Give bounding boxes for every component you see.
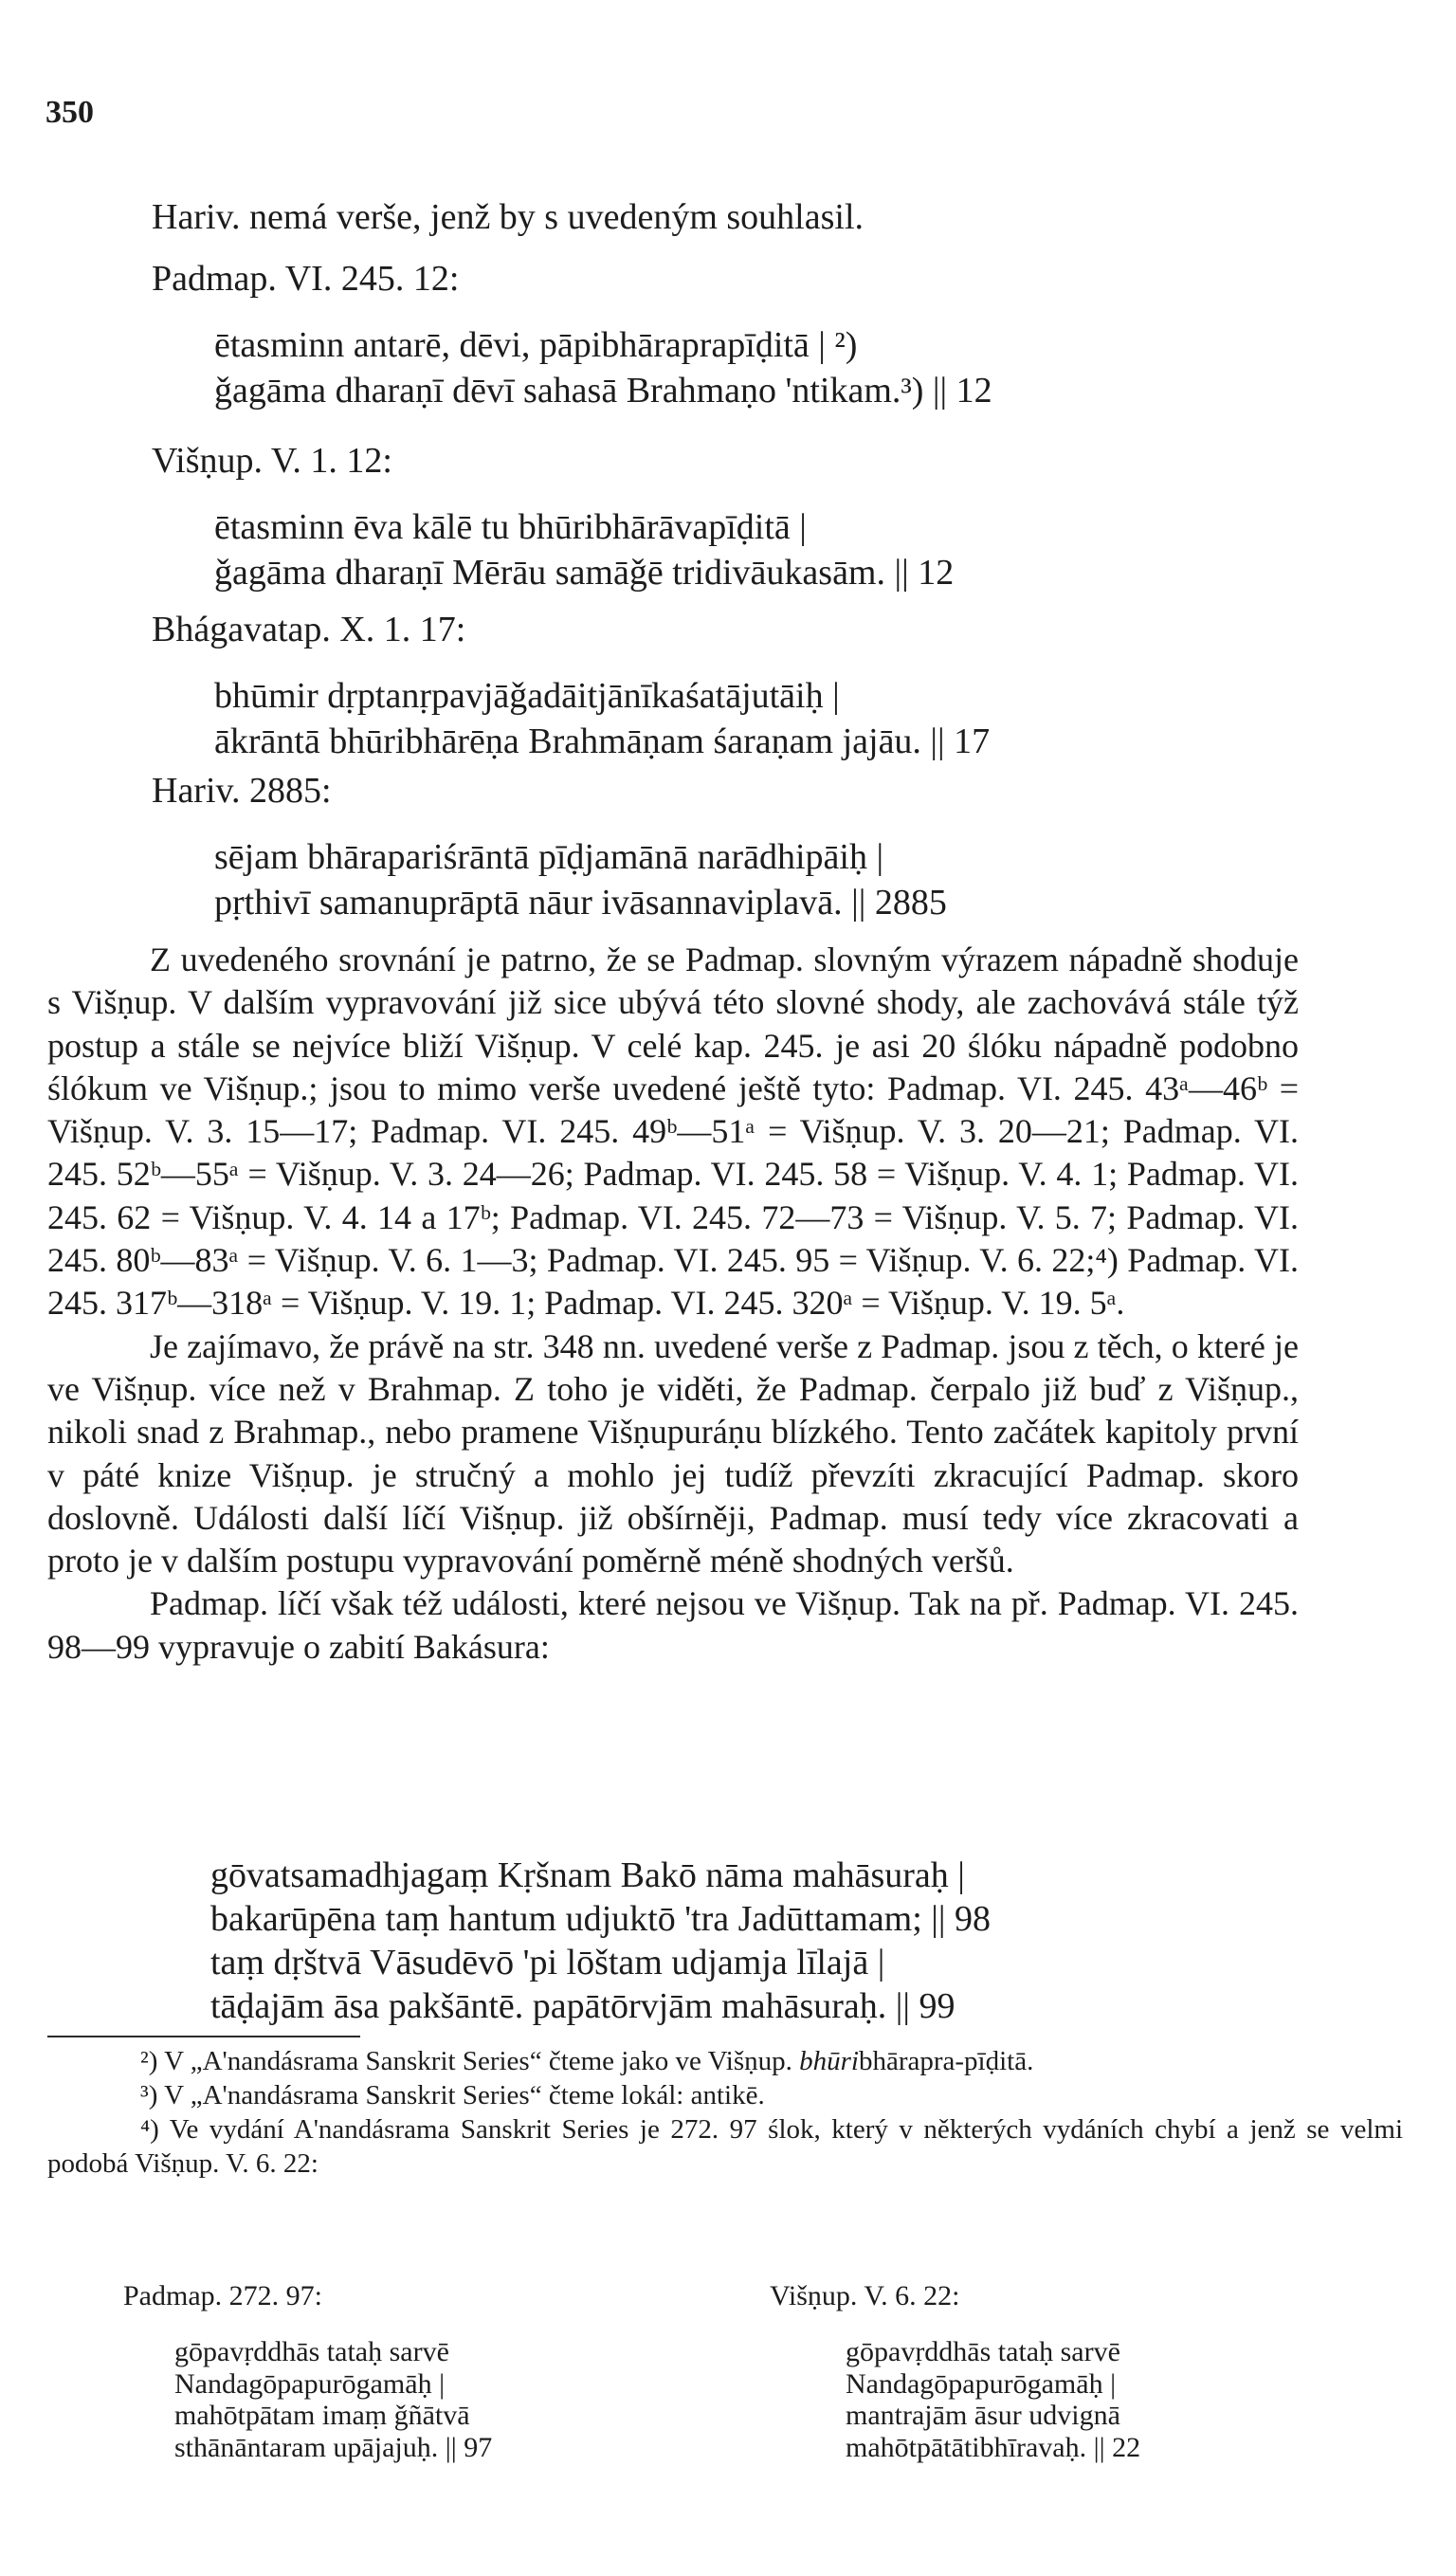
verse-line: sthānāntaram upājajuḥ. || 97 <box>174 2431 493 2463</box>
verse-line: ētasminn antarē, dēvi, pāpibhāraprapīḍitā | ²) <box>214 325 858 365</box>
quote-padmap <box>152 252 1318 413</box>
intro-line: Hariv. nemá verše, jenž by s uvedeným souhlasil. <box>152 197 864 237</box>
footnote-4: ⁴) Ve vydání A'nandásrama Sanskrit Series je 272. 97 ślok, který v některých vydáních chybí a jenž se velmi podobá Višṇup. V. 6. 22: <box>47 2114 1403 2179</box>
verse-bakasura <box>210 1854 991 2028</box>
quote-bhagavatap <box>152 603 1318 764</box>
verse-line: ākrāntā bhūribhārēṇa Brahmāṇam śaraṇam jajāu. || 17 <box>214 722 991 761</box>
footnotes <box>47 2044 1403 2181</box>
verse-line: Nandagōpapurōgamāḥ | <box>846 2367 1117 2400</box>
paragraph <box>47 939 1299 1325</box>
comparison-heading: Višṇup. V. 6. 22: <box>770 2280 960 2311</box>
comparison-verse <box>174 2336 492 2463</box>
quote-verse <box>214 504 1318 595</box>
quote-verse <box>214 834 1318 925</box>
quote-visnup <box>152 434 1318 595</box>
paragraph-text: Z uvedeného srovnání je patrno, že se Padmap. slovným výrazem nápadně shoduje s Višṇup. V dalším vypravování již sice ubývá této slovné shody, ale zachovává stále týž postup a stále se nejvíce bliží Višṇup. V celé kap. 245. je asi 20 ślóku nápadně podobno ślókum ve Višṇup.; jsou to mimo verše uvedené ještě tyto: Padmap. VI. 245. 43ᵃ—46ᵇ = Višṇup. V. 3. 15—17; Padmap. VI. 245. 49ᵇ—51ᵃ = Višṇup. V. 3. 20—21; Padmap. VI. 245. 52ᵇ—55ᵃ = Višṇup. V. 3. 24—26; Padmap. VI. 245. 58 = Višṇup. V. 4. 1; Padmap. VI. 245. 62 = Višṇup. V. 4. 14 a 17ᵇ; Padmap. VI. 245. 72—73 = Višṇup. V. 5. 7; Padmap. VI. 245. 80ᵇ—83ᵃ = Višṇup. V. 6. 1—3; Padmap. VI. 245. 95 = Višṇup. V. 6. 22; <box>47 941 1299 1280</box>
verse-line: gōpavṛddhās tataḥ sarvē <box>174 2336 449 2367</box>
verse-line: mantrajām āsur udvignā <box>846 2400 1120 2431</box>
verse-line: tāḍajām āsa pakšāntē. papātōrvjām mahāsuraḥ. || 99 <box>210 1986 956 2026</box>
comparison-right <box>770 2277 1140 2463</box>
paragraph: Je zajímavo, že právě na str. 348 nn. uvedené verše z Padmap. jsou z těch, o které je ve Višṇup. více než v Brahmap. Z toho je viděti, že Padmap. čerpalo již buď z Višṇup., nikoli snad z Brahmap., nebo pramene Višṇupuráṇu blízkého. Tento začátek kapitoly první v páté knize Višṇup. je stručný a mohlo jej tudíž převzíti zkracující Padmap. skoro doslovně. Události další líčí Višṇup. již obšírněji, Padmap. musí tedy více zkracovati a proto je v dalším postupu vypravování poměrně méně shodných veršů. <box>47 1326 1299 1580</box>
body-text <box>47 939 1299 1669</box>
footnote-3: ³) V „A'nandásrama Sanskrit Series“ čteme lokál: antikē. <box>140 2080 765 2110</box>
quote-source: Hariv. 2885: <box>152 771 332 811</box>
quote-source: Padmap. VI. 245. 12: <box>152 259 460 299</box>
verse-line: pṛthivī samanuprāptā nāur ivāsannaviplavā. || 2885 <box>214 883 947 923</box>
footnote-text: ²) V „A'nandásrama Sanskrit Series“ čteme jako ve Višṇup. <box>140 2046 800 2076</box>
verse-line: bhūmir dṛptanṛpavjāǧadāitjānīkaśatājutāiḥ | <box>214 676 840 716</box>
quote-hariv <box>152 764 1318 925</box>
quote-source: Bhágavatap. X. 1. 17: <box>152 610 466 649</box>
paragraph: Padmap. líčí však též události, které nejsou ve Višṇup. Tak na př. Padmap. VI. 245. 98—99 vypravuje o zabití Bakásura: <box>47 1584 1299 1666</box>
verse-line: sējam bhārapariśrāntā pīḍjamānā narādhipāiḥ | <box>214 837 884 877</box>
comparison-verse <box>846 2336 1140 2463</box>
quote-source: Višṇup. V. 1. 12: <box>152 441 392 481</box>
verse-line: mahōtpātam imaṃ ǧñātvā <box>174 2400 470 2431</box>
quote-verse <box>214 673 1318 764</box>
footnote-divider <box>47 2036 360 2037</box>
comparison-left <box>123 2277 492 2463</box>
footnote-2 <box>47 2044 1403 2078</box>
footnote-marker: ⁴) <box>1095 1241 1119 1280</box>
verse-line: ǧagāma dharaṇī dēvī sahasā Brahmaṇo 'ntikam.³) || 12 <box>214 371 992 411</box>
verse-line: mahōtpātātibhīravaḥ. || 22 <box>846 2431 1141 2463</box>
footnote-italic: bhūri <box>799 2046 859 2076</box>
verse-line: ǧagāma dharaṇī Mērāu samāǧē tridivāukasām. || 12 <box>214 553 955 593</box>
comparison-heading: Padmap. 272. 97: <box>123 2280 322 2311</box>
verse-line: gōvatsamadhjagaṃ Kṛšnam Bakō nāma mahāsuraḥ | <box>210 1855 965 1895</box>
verse-line: Nandagōpapurōgamāḥ | <box>174 2367 446 2400</box>
quote-verse <box>214 322 1318 413</box>
verse-line: bakarūpēna taṃ hantum udjuktō 'tra Jadūttamam; || 98 <box>210 1899 992 1939</box>
verse-line: gōpavṛddhās tataḥ sarvē <box>846 2336 1120 2367</box>
page-number: 350 <box>46 95 94 130</box>
paragraph-text: Padmap. VI. 245. 317ᵇ—318ᵃ = Višṇup. V. 19. 1; Padmap. VI. 245. 320ᵃ = Višṇup. V. 19. 5ᵃ. <box>47 1241 1299 1323</box>
verse-line: taṃ dṛštvā Vāsudēvō 'pi lōštam udjamja līlajā | <box>210 1943 885 1982</box>
verse-line: ētasminn ēva kālē tu bhūribhārāvapīḍitā | <box>214 507 807 547</box>
footnote-text: bhārapra-pīḍitā. <box>858 2046 1034 2076</box>
